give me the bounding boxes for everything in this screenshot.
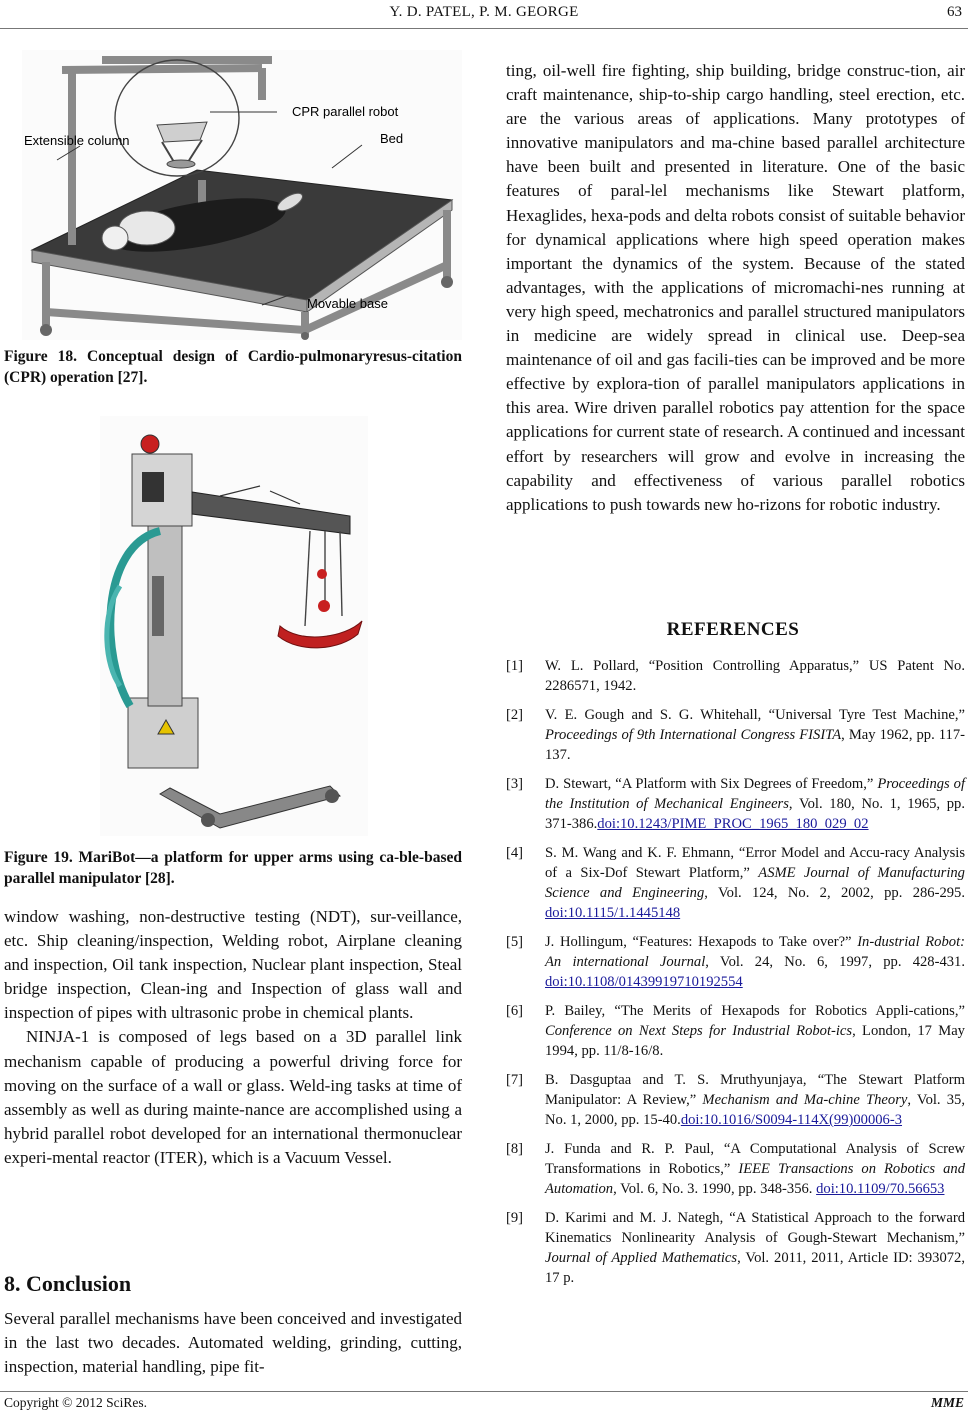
left-column-text (4, 905, 462, 1170)
reference-text: V. E. Gough and S. G. Whitehall, “Universal Tyre Test Machine,” (545, 707, 965, 723)
label-cpr-robot: CPR parallel robot (292, 104, 399, 119)
reference-item (506, 1070, 965, 1130)
header-rule (0, 28, 968, 29)
reference-doi-link[interactable]: doi:10.1109/70.56653 (816, 1181, 945, 1197)
reference-number: [7] (506, 1072, 524, 1088)
reference-text: D. Karimi and M. J. Nategh, “A Statistical Approach to the forward Kinematics Nonlinearity Analysis of Gough-Stewart Mechanism,” (545, 1210, 965, 1246)
references-heading: REFERENCES (666, 619, 800, 640)
reference-number: [3] (506, 776, 524, 792)
reference-text: D. Stewart, “A Platform with Six Degrees of Freedom,” (545, 776, 878, 792)
reference-details: , Vol. 2011, 2011, Article ID: 393072, 17 p. (545, 1250, 965, 1286)
reference-venue: Proceedings of 9th International Congress FISITA (545, 727, 842, 743)
reference-venue: Mechanism and Ma-chine Theory (702, 1092, 908, 1108)
cpr-bed-illustration (22, 50, 462, 340)
reference-venue: Proceedings of the Institution of Mechanical Engineers (545, 776, 966, 812)
figure-18-image (22, 50, 462, 340)
conclusion-paragraph: Several parallel mechanisms have been conceived and investigated in the last two decades. Automated welding, grinding, cutting, inspection, material handling, pipe fit- (4, 1309, 462, 1377)
figure-18-caption: Figure 18. Conceptual design of Cardio-pulmonaryresus-citation (CPR) operation [27]. (4, 348, 462, 386)
reference-item (506, 1208, 965, 1288)
left-paragraph-1: window washing, non-destructive testing (NDT), sur-veillance, etc. Ship cleaning/inspection, Welding robot, Airplane cleaning and inspection, Oil tank inspection, Nuclear plant inspection, Steal bridge inspection, Clean-ing and Inspection of glass wall and inspection of pipes with ultrasonic probe in chemical plants. (4, 907, 462, 1023)
reference-item (506, 932, 965, 992)
label-bed: Bed (380, 131, 404, 146)
page-number: 63 (947, 4, 962, 20)
maribot-illustration (100, 416, 368, 836)
reference-details: , Vol. 24, No. 6, 1997, pp. 428-431. (705, 954, 966, 970)
reference-number: [9] (506, 1210, 524, 1226)
reference-text: J. Hollingum, “Features: Hexapods to Take over?” (545, 934, 858, 950)
left-paragraph-2: NINJA-1 is composed of legs based on a 3D parallel link mechanism capable of producing a powerful driving force for moving on the surface of a wall or glass. Weld-ing tasks at time of assembly as well as during mainte-nance are accomplished using a hybrid parallel robot developed for an international thermonuclear experi-mental reactor (ITER), which is a Vacuum Vessel. (4, 1027, 462, 1167)
running-header (0, 4, 968, 26)
reference-number: [1] (506, 658, 524, 674)
reference-number: [6] (506, 1003, 524, 1019)
reference-item (506, 705, 965, 765)
figure-19-image (100, 416, 368, 836)
journal-abbrev: MME (930, 1395, 964, 1410)
reference-details: , May 1962, pp. 117-137. (545, 727, 966, 763)
label-extensible-column: Extensible column (24, 133, 130, 148)
reference-number: [5] (506, 934, 524, 950)
references-list (506, 656, 965, 1297)
section-heading-conclusion: 8. Conclusion (4, 1271, 132, 1296)
reference-venue: Journal of Applied Mathematics (545, 1250, 738, 1266)
reference-text: W. L. Pollard, “Position Controlling Apparatus,” US Patent No. 2286571, 1942. (545, 658, 965, 694)
reference-details: , Vol. 6, No. 3. 1990, pp. 348-356. (613, 1181, 817, 1197)
reference-doi-link[interactable]: doi:10.1115/1.1445148 (545, 905, 681, 921)
reference-item (506, 774, 965, 834)
right-column-text: ting, oil-well fire fighting, ship building, bridge construc-tion, air craft maintenance, ship-to-ship cargo handling, steel erection, etc. are the various areas of applications. Many prototypes of innovative manipulators and ma-chine based parallel architecture have been built and presented in literature. One of the basic features of paral-lel mechanisms like Stewart platform, Hexaglides, hexa-pods and delta robots consist of suitable behavior for dynamical applications where high speed operation makes important the dynamics of the system. Because of the stated advantages, with the applications of micromachi-nes running at very high speed, mechatronics and parallel structured manipulators in medicine are widely spread in clinical use. Deep-sea maintenance of oil and gas facili-ties can be improved and be more effective by explora-tion of parallel manipulators applications in this area. Wire driven parallel robotics pay attention for the space applications for current state of research. A continued and incessant effort by researchers will grow and evolve in increasing the capability and effectiveness of various parallel robotics applications to push towards new ho-rizons for robotic industry. (506, 61, 965, 514)
label-movable-base: Movable base (307, 296, 388, 311)
reference-item (506, 843, 965, 923)
footer-rule (0, 1391, 968, 1392)
reference-item (506, 1139, 965, 1199)
figure-19-caption: Figure 19. MariBot—a platform for upper arms using ca-ble-based parallel manipulator [28]. (4, 849, 462, 887)
reference-item (506, 656, 965, 696)
reference-number: [4] (506, 845, 524, 861)
reference-details: , Vol. 124, No. 2, 2002, pp. 286-295. (704, 885, 965, 901)
reference-doi-link[interactable]: doi:10.1243/PIME_PROC_1965_180_029_02 (597, 816, 869, 832)
reference-text: S. M. Wang and K. F. Ehmann, “Error Model and Accu-racy Analysis of a Six-Dof Stewart Platform,” (545, 845, 965, 881)
reference-item (506, 1001, 965, 1061)
reference-text: P. Bailey, “The Merits of Hexapods for Robotics Appli-cations,” (545, 1003, 965, 1019)
reference-doi-link[interactable]: doi:10.1016/S0094-114X(99)00006-3 (680, 1112, 903, 1128)
reference-details: , Vol. 35, No. 1, 2000, pp. 15-40. (545, 1092, 965, 1128)
copyright-notice: Copyright © 2012 SciRes. (4, 1395, 148, 1410)
reference-number: [2] (506, 707, 524, 723)
reference-number: [8] (506, 1141, 524, 1157)
reference-venue: ASME Journal of Manufacturing Science and Engineering (545, 865, 965, 901)
header-authors: Y. D. PATEL, P. M. GEORGE (389, 4, 579, 20)
reference-doi-link[interactable]: doi:10.1108/01439919710192554 (545, 974, 743, 990)
reference-venue: Conference on Next Steps for Industrial Robot-ics (545, 1023, 853, 1039)
reference-text: J. Funda and R. P. Paul, “A Computational Analysis of Screw Transformations in Robotics,” (545, 1141, 965, 1177)
reference-details: , London, 17 May 1994, pp. 11/8-16/8. (545, 1023, 965, 1059)
reference-venue: IEEE Transactions on Robotics and Automation (545, 1161, 965, 1197)
reference-details: , Vol. 180, No. 1, 1965, pp. 371-386. (545, 796, 965, 832)
reference-text: B. Dasguptaa and T. S. Mruthyunjaya, “The Stewart Platform Manipulator: A Review,” (545, 1072, 965, 1108)
reference-venue: In-dustrial Robot: An international Journal (545, 934, 965, 970)
